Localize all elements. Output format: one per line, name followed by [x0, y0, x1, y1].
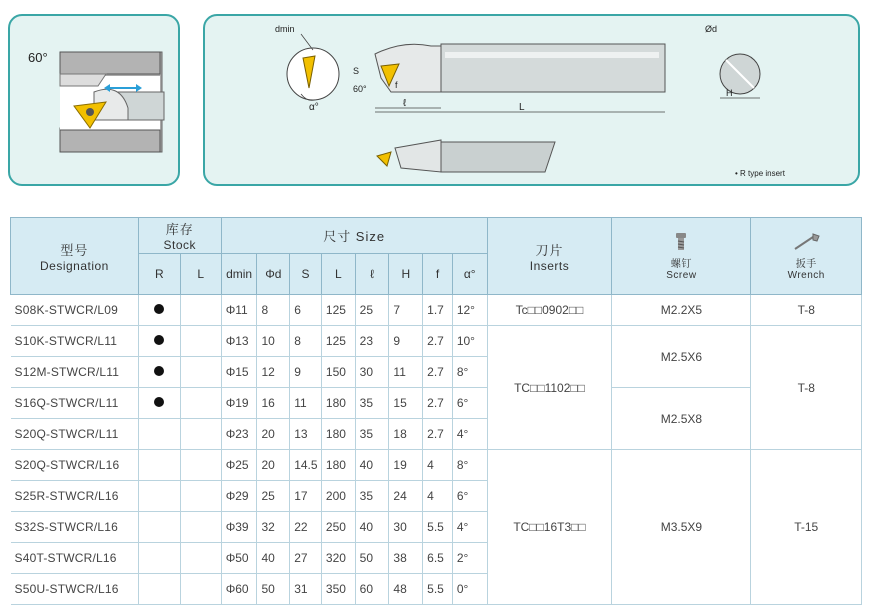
- alpha-label: α°: [309, 102, 319, 113]
- stock-r-cell: [138, 419, 180, 450]
- sub-header-h: H: [389, 254, 423, 295]
- length-cell: 180: [321, 419, 355, 450]
- stock-r-cell: [138, 512, 180, 543]
- l-small-label: ℓ: [403, 98, 407, 109]
- designation-cell: S32S-STWCR/L16: [11, 512, 139, 543]
- dmin-cell: Φ25: [221, 450, 257, 481]
- s-cell: 17: [290, 481, 322, 512]
- alpha-cell: 0°: [452, 574, 487, 605]
- l-small-cell: 30: [355, 357, 389, 388]
- s-cell: 8: [290, 326, 322, 357]
- dmin-cell: Φ19: [221, 388, 257, 419]
- l-small-cell: 40: [355, 450, 389, 481]
- length-cell: 125: [321, 295, 355, 326]
- s-cell: 11: [290, 388, 322, 419]
- h-cell: 19: [389, 450, 423, 481]
- screw-cell: M2.2X5: [612, 295, 751, 326]
- table-body: [11, 295, 862, 605]
- dmin-label: dmin: [275, 24, 295, 34]
- dmin-cell: Φ50: [221, 543, 257, 574]
- f-cell: 1.7: [423, 295, 453, 326]
- d-cell: 50: [257, 574, 290, 605]
- designation-cell: S16Q-STWCR/L11: [11, 388, 139, 419]
- stock-r-cell: [138, 326, 180, 357]
- table-row: [11, 326, 862, 357]
- f-cell: 4: [423, 450, 453, 481]
- l-small-cell: 35: [355, 419, 389, 450]
- alpha-cell: 6°: [452, 481, 487, 512]
- alpha-cell: 8°: [452, 357, 487, 388]
- screw-cell: M2.5X8: [612, 388, 751, 450]
- wrench-icon: [791, 232, 821, 252]
- stock-r-cell: [138, 388, 180, 419]
- stock-dot: [154, 335, 164, 345]
- h-cell: 15: [389, 388, 423, 419]
- designation-header: [11, 218, 139, 295]
- length-cell: 320: [321, 543, 355, 574]
- dmin-cell: Φ15: [221, 357, 257, 388]
- bar-side-view: [441, 44, 665, 92]
- dmin-cell: Φ39: [221, 512, 257, 543]
- screw-en: Screw: [666, 269, 697, 281]
- alpha-cell: 2°: [452, 543, 487, 574]
- angle60-label: 60°: [353, 84, 367, 94]
- designation-cell: S10K-STWCR/L11: [11, 326, 139, 357]
- designation-cell: S20Q-STWCR/L16: [11, 450, 139, 481]
- table-row: [11, 388, 862, 419]
- sub-header-l-small: ℓ: [355, 254, 389, 295]
- stock-cn: 库存: [165, 222, 194, 237]
- size-label: 尺寸 Size: [323, 229, 386, 244]
- stock-l-cell: [180, 388, 221, 419]
- l-small-cell: 25: [355, 295, 389, 326]
- sub-header-length: L: [321, 254, 355, 295]
- designation-cell: S40T-STWCR/L16: [11, 543, 139, 574]
- f-cell: 2.7: [423, 419, 453, 450]
- sub-header-r: R: [138, 254, 180, 295]
- sub-header-alpha: α°: [452, 254, 487, 295]
- alpha-cell: 6°: [452, 388, 487, 419]
- stock-dot: [154, 304, 164, 314]
- stock-header: [138, 218, 221, 254]
- inserts-en: Inserts: [529, 258, 570, 273]
- sub-header-l: L: [180, 254, 221, 295]
- specification-table: [10, 217, 862, 605]
- stock-l-cell: [180, 512, 221, 543]
- h-cell: 9: [389, 326, 423, 357]
- table-row: [11, 450, 862, 481]
- s-cell: 22: [290, 512, 322, 543]
- h-cell: 18: [389, 419, 423, 450]
- f-cell: 2.7: [423, 326, 453, 357]
- l-small-cell: 35: [355, 388, 389, 419]
- s-cell: 9: [290, 357, 322, 388]
- wrench-cell: T-8: [751, 326, 862, 450]
- dmin-cell: Φ29: [221, 481, 257, 512]
- l-small-cell: 40: [355, 512, 389, 543]
- d-cell: 16: [257, 388, 290, 419]
- designation-cell: S12M-STWCR/L11: [11, 357, 139, 388]
- wrench-cell: T-8: [751, 295, 862, 326]
- dimension-drawing-panel: [203, 14, 860, 186]
- f-cell: 5.5: [423, 512, 453, 543]
- d-cell: 40: [257, 543, 290, 574]
- length-cell: 200: [321, 481, 355, 512]
- f-cell: 2.7: [423, 388, 453, 419]
- dmin-cell: Φ11: [221, 295, 257, 326]
- l-small-cell: 50: [355, 543, 389, 574]
- d-cell: 32: [257, 512, 290, 543]
- wrench-cell: T-15: [751, 450, 862, 605]
- sub-header-f: f: [423, 254, 453, 295]
- insert-cell: Tc□□0902□□: [487, 295, 612, 326]
- designation-cell: S20Q-STWCR/L11: [11, 419, 139, 450]
- h-cell: 38: [389, 543, 423, 574]
- stock-l-cell: [180, 450, 221, 481]
- screw-cell: M2.5X6: [612, 326, 751, 388]
- sub-header-d: Φd: [257, 254, 290, 295]
- stock-l-cell: [180, 295, 221, 326]
- table-row: [11, 295, 862, 326]
- stock-r-cell: [138, 543, 180, 574]
- stock-l-cell: [180, 543, 221, 574]
- s-cell: 13: [290, 419, 322, 450]
- insert-note: • R type insert: [735, 169, 785, 178]
- dmin-cell: Φ23: [221, 419, 257, 450]
- stock-dot: [154, 366, 164, 376]
- h-cell: 24: [389, 481, 423, 512]
- d-cell: 25: [257, 481, 290, 512]
- alpha-cell: 12°: [452, 295, 487, 326]
- d-cell: 10: [257, 326, 290, 357]
- f-cell: 5.5: [423, 574, 453, 605]
- l-small-cell: 23: [355, 326, 389, 357]
- stock-r-cell: [138, 357, 180, 388]
- designation-cell: S50U-STWCR/L16: [11, 574, 139, 605]
- d-cell: 20: [257, 450, 290, 481]
- screw-cn: 螺钉: [670, 258, 692, 270]
- alpha-cell: 4°: [452, 512, 487, 543]
- h-label: H: [726, 88, 733, 98]
- stock-l-cell: [180, 326, 221, 357]
- dmin-cell: Φ13: [221, 326, 257, 357]
- bore-lower-wall: [60, 130, 160, 152]
- stock-l-cell: [180, 357, 221, 388]
- sub-header-s: S: [290, 254, 322, 295]
- wrench-cn: 扳手: [795, 258, 817, 270]
- f-cell: 2.7: [423, 357, 453, 388]
- L-label: L: [519, 102, 525, 113]
- stock-r-cell: [138, 295, 180, 326]
- designation-en: Designation: [39, 258, 109, 273]
- designation-cn: 型号: [60, 242, 89, 258]
- d-cell: 12: [257, 357, 290, 388]
- h-cell: 7: [389, 295, 423, 326]
- f-cell: 6.5: [423, 543, 453, 574]
- stock-en: Stock: [163, 238, 197, 252]
- d-cell: 8: [257, 295, 290, 326]
- stock-r-cell: [138, 481, 180, 512]
- alpha-cell: 10°: [452, 326, 487, 357]
- boring-detail-panel: [8, 14, 180, 186]
- designation-cell: S08K-STWCR/L09: [11, 295, 139, 326]
- f-cell: 4: [423, 481, 453, 512]
- insert-cell: TC□□1102□□: [487, 326, 612, 450]
- s-cell: 31: [290, 574, 322, 605]
- stock-l-cell: [180, 481, 221, 512]
- h-cell: 30: [389, 512, 423, 543]
- inserts-cn: 刀片: [535, 242, 564, 258]
- f-label: f: [395, 80, 398, 90]
- stock-dot: [154, 397, 164, 407]
- screw-header: [612, 218, 751, 295]
- angle-label: 60°: [28, 50, 48, 65]
- size-header: [221, 218, 487, 254]
- d-cell: 20: [257, 419, 290, 450]
- screw-cell: M3.5X9: [612, 450, 751, 605]
- stock-l-cell: [180, 419, 221, 450]
- bore-upper-wall: [60, 52, 160, 74]
- s-cell: 6: [290, 295, 322, 326]
- length-cell: 180: [321, 450, 355, 481]
- l-small-cell: 60: [355, 574, 389, 605]
- wrench-header: [751, 218, 862, 295]
- s-cell: 14.5: [290, 450, 322, 481]
- bar-3d-view: [441, 142, 555, 172]
- screw-icon: [673, 232, 689, 252]
- od-label: Ød: [705, 24, 718, 34]
- designation-cell: S25R-STWCR/L16: [11, 481, 139, 512]
- dimension-drawing: [205, 16, 858, 184]
- boring-detail-diagram: [10, 16, 178, 184]
- wrench-en: Wrench: [787, 269, 825, 281]
- h-cell: 48: [389, 574, 423, 605]
- inserts-header: [487, 218, 612, 295]
- insert-cell: TC□□16T3□□: [487, 450, 612, 605]
- stock-r-cell: [138, 450, 180, 481]
- s-label: S: [353, 66, 360, 76]
- sub-header-dmin: dmin: [221, 254, 257, 295]
- end-view-circle: [287, 48, 339, 100]
- alpha-cell: 8°: [452, 450, 487, 481]
- h-cell: 11: [389, 357, 423, 388]
- s-cell: 27: [290, 543, 322, 574]
- length-cell: 150: [321, 357, 355, 388]
- header-row-1: [11, 218, 862, 254]
- alpha-cell: 4°: [452, 419, 487, 450]
- length-cell: 180: [321, 388, 355, 419]
- dmin-cell: Φ60: [221, 574, 257, 605]
- length-cell: 125: [321, 326, 355, 357]
- length-cell: 350: [321, 574, 355, 605]
- l-small-cell: 35: [355, 481, 389, 512]
- length-cell: 250: [321, 512, 355, 543]
